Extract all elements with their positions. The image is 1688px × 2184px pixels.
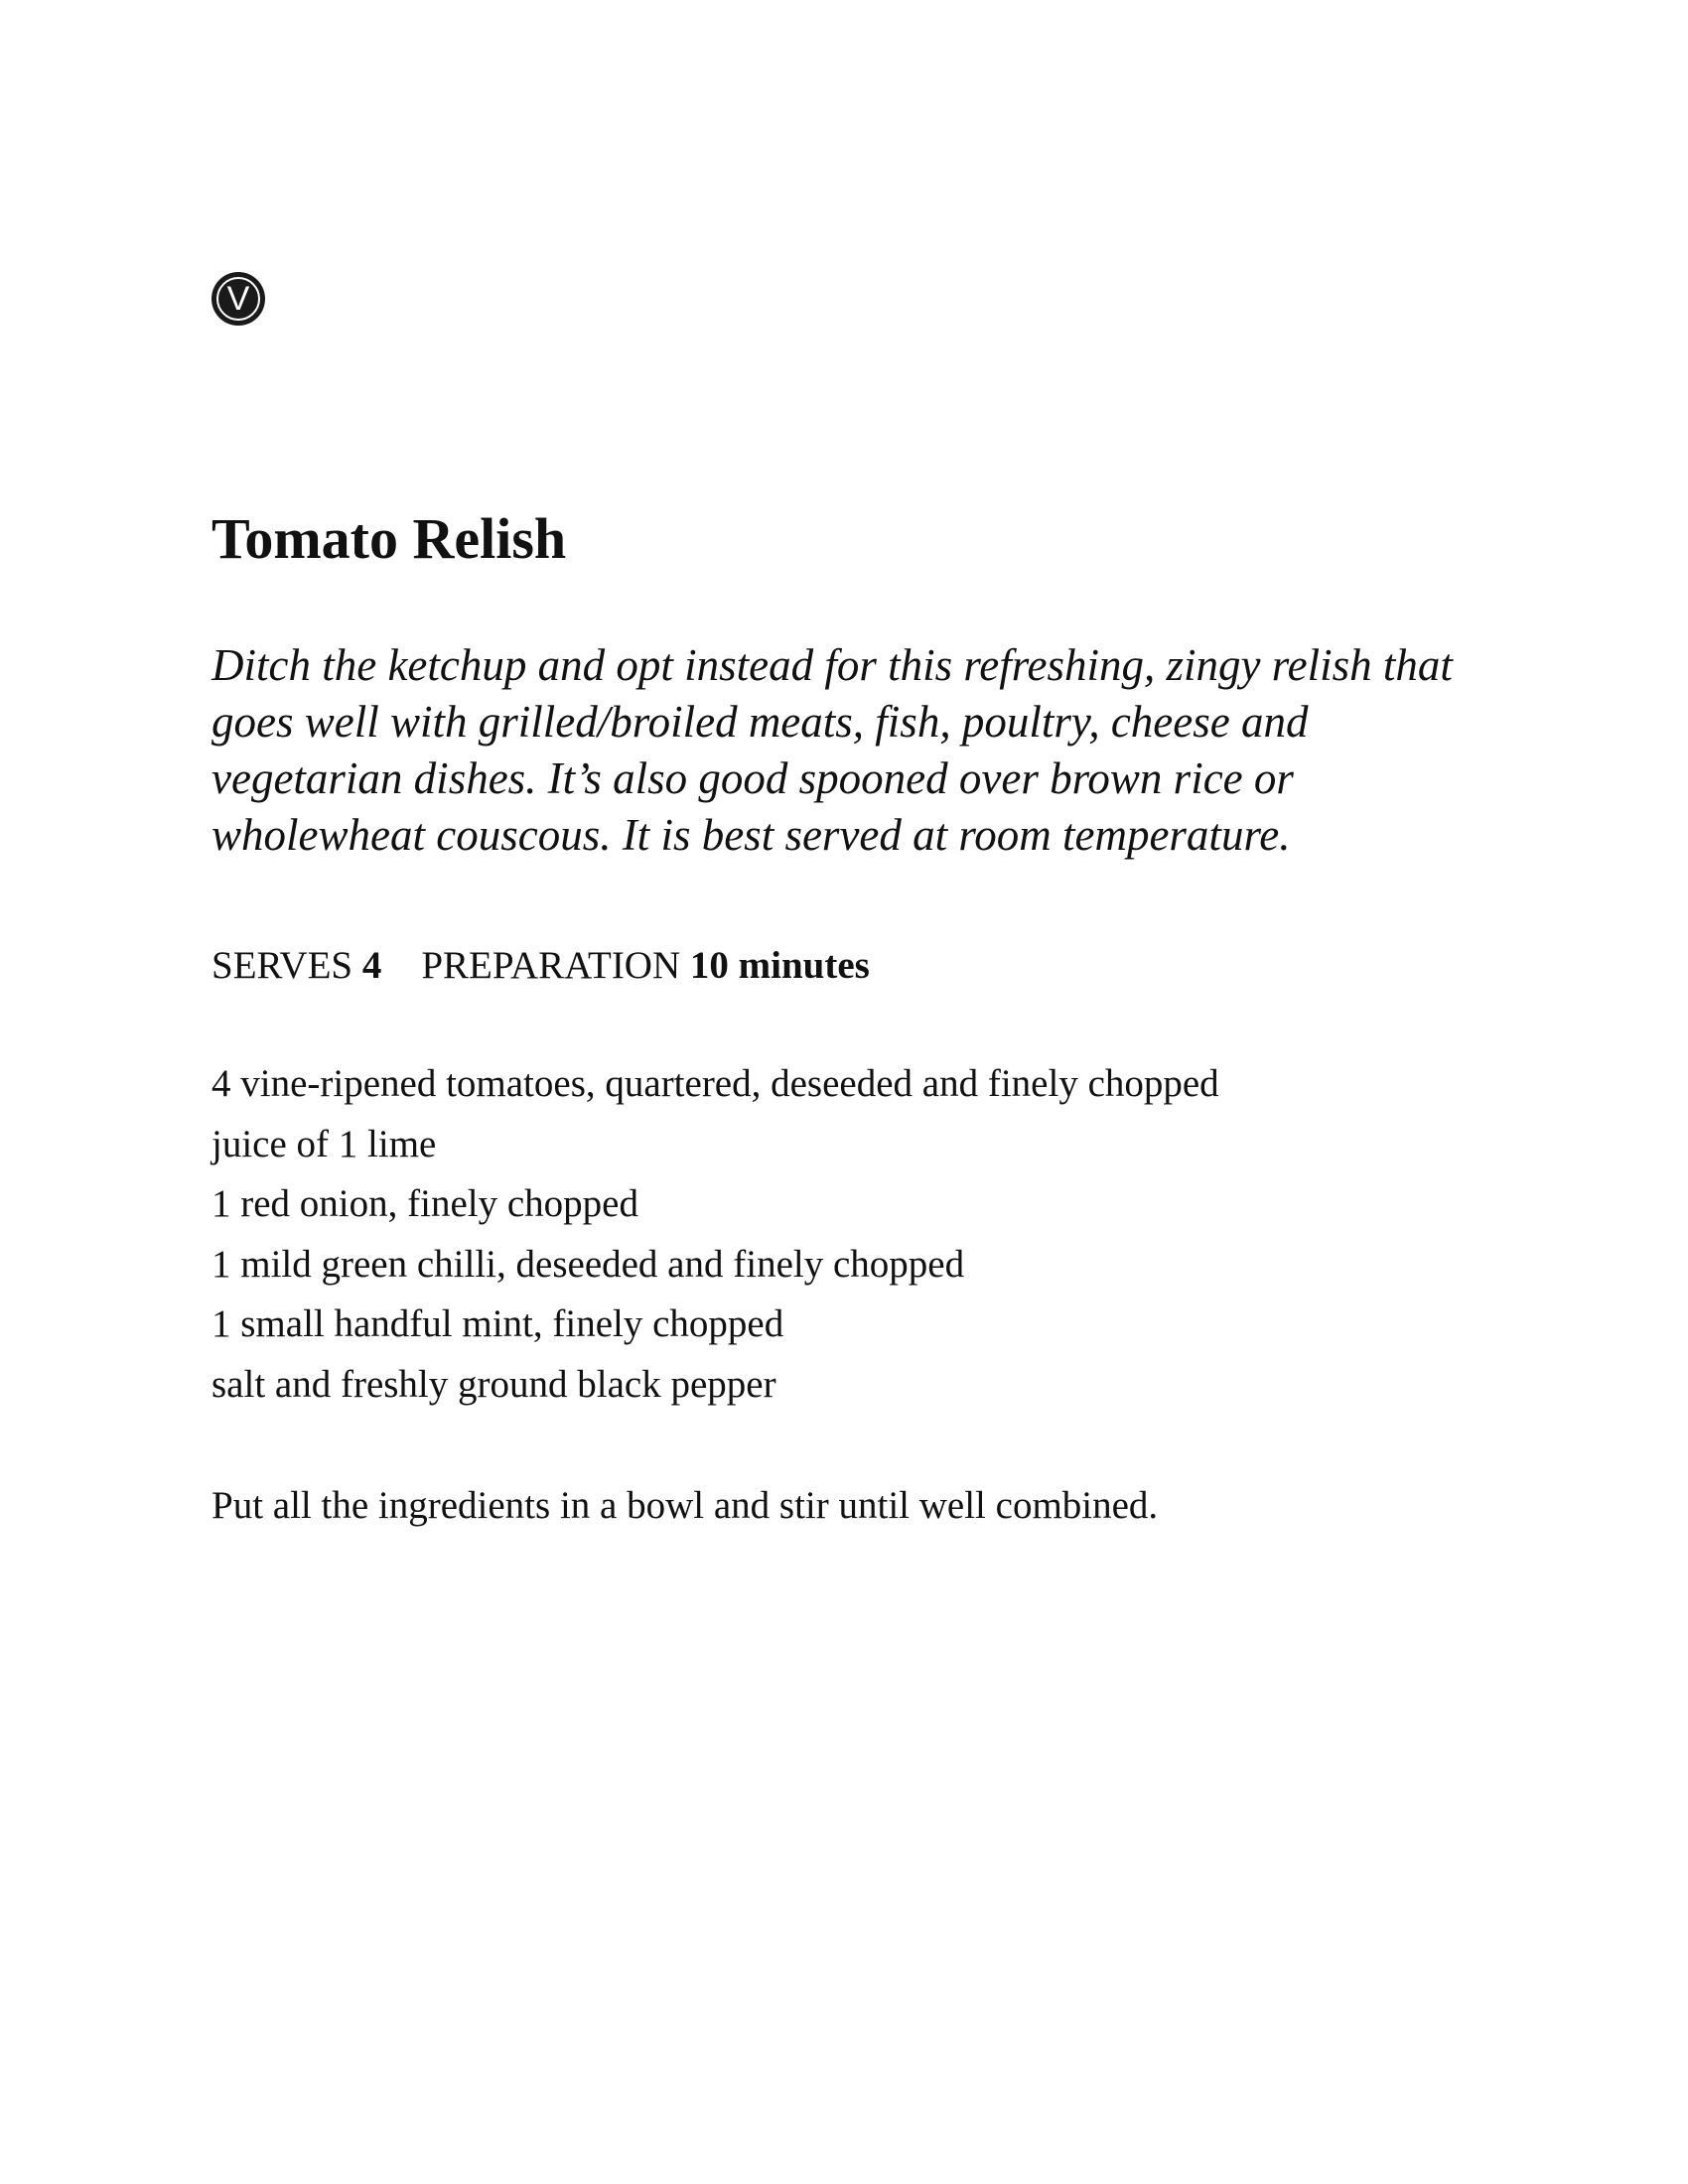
recipe-meta (211, 943, 870, 990)
ingredient-item: 1 small handful mint, finely chopped (211, 1302, 784, 1345)
recipe-method: Put all the ingredients in a bowl and stir until well combined. (211, 1484, 1159, 1527)
vegetarian-icon-ring (216, 277, 260, 321)
ingredient-item: juice of 1 lime (211, 1122, 437, 1165)
ingredient-list (211, 1054, 1219, 1415)
prep-value: 10 minutes (689, 944, 870, 987)
serves-label: SERVES (211, 944, 353, 987)
recipe-intro: Ditch the ketchup and opt instead for this refreshing, zingy relish that goes well with grilled/broiled meats, fish, poultry, cheese and vegetarian dishes. It’s also good spooned over brown rice or wholewheat couscous. It is best served at room temperature. (211, 640, 1453, 860)
vegetarian-icon-letter: V (226, 280, 250, 318)
vegetarian-icon (211, 272, 265, 326)
recipe-title: Tomato Relish (211, 506, 567, 571)
ingredient-item: 1 mild green chilli, deseeded and finely chopped (211, 1242, 965, 1286)
prep-label: PREPARATION (421, 944, 681, 987)
serves-value: 4 (361, 944, 382, 987)
ingredient-item: 4 vine-ripened tomatoes, quartered, deseeded and finely chopped (211, 1062, 1219, 1105)
ingredient-item: salt and freshly ground black pepper (211, 1362, 776, 1406)
ingredient-item: 1 red onion, finely chopped (211, 1182, 638, 1225)
